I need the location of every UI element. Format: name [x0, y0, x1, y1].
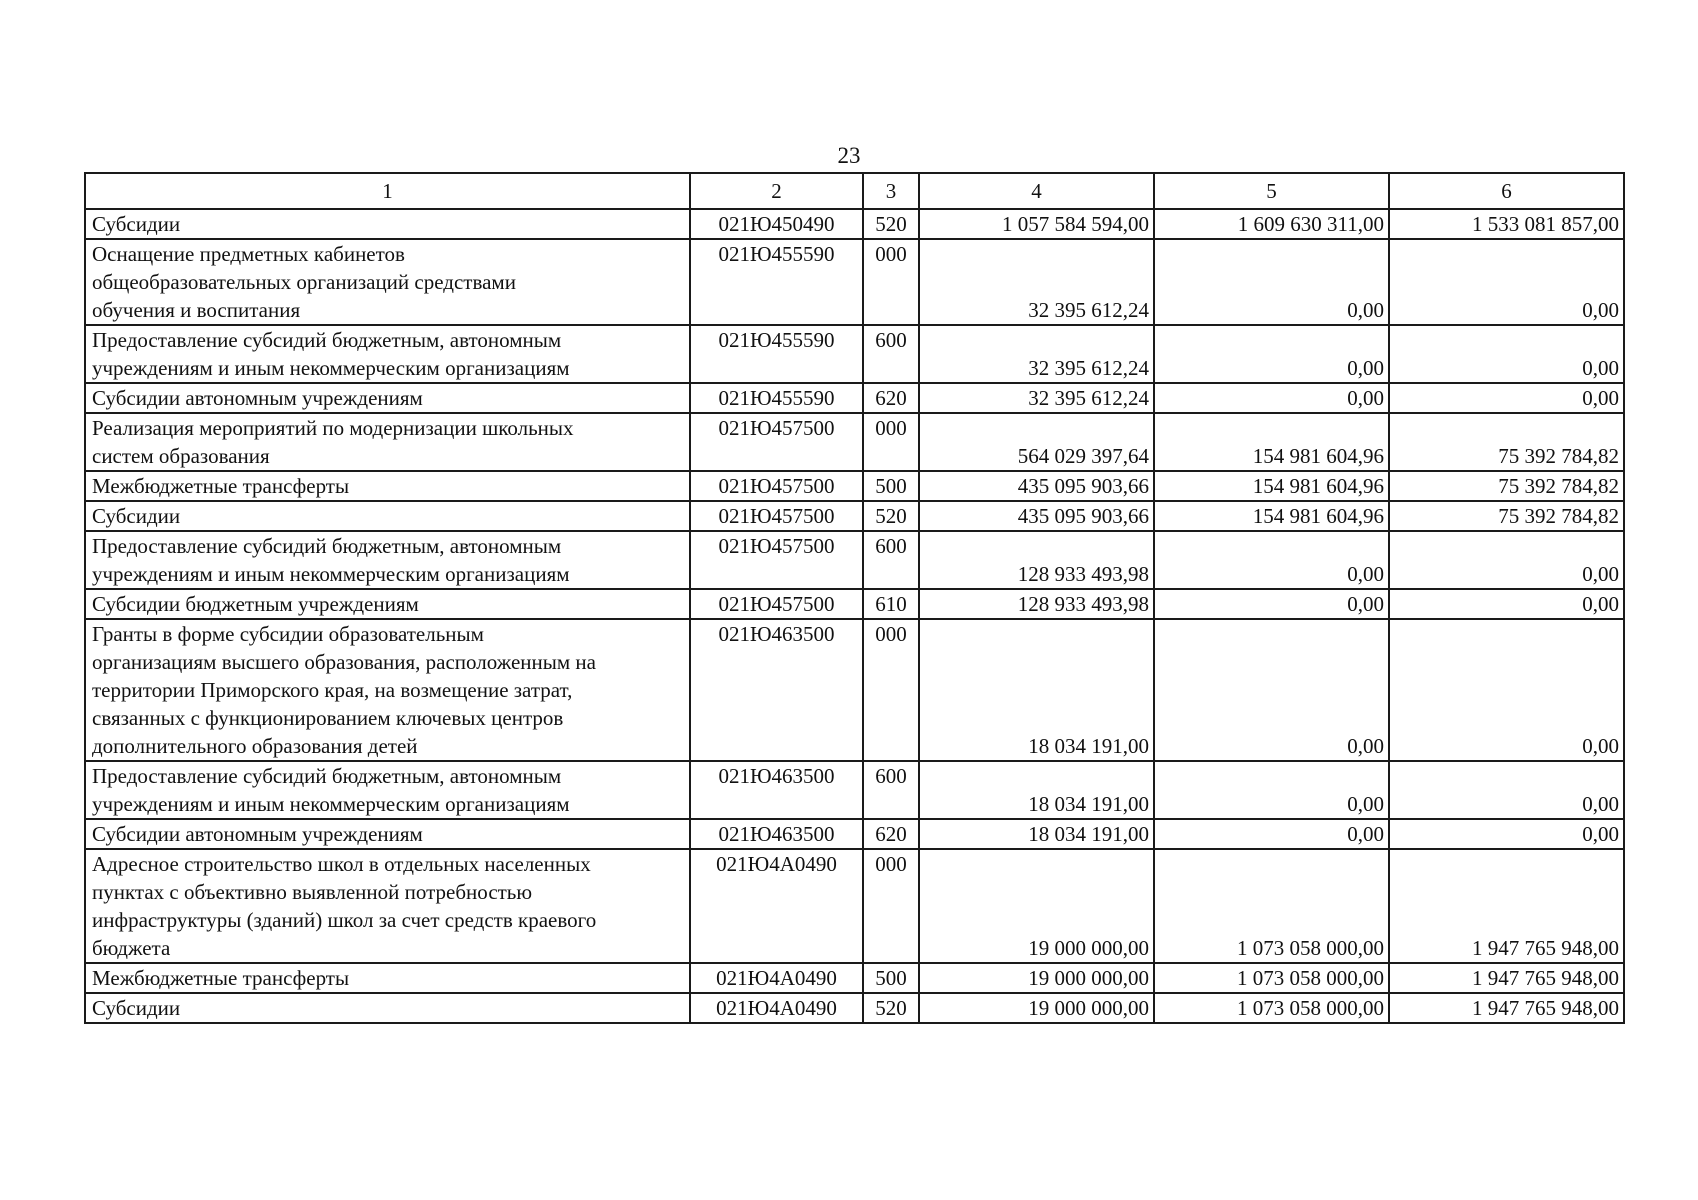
row-code-cell: 021Ю4А0490: [690, 993, 863, 1023]
row-code-cell: 021Ю463500: [690, 619, 863, 761]
column-header: 6: [1389, 173, 1624, 209]
row-name-cell: Оснащение предметных кабинетов общеобразовательных организаций средствами обучения и воспитания: [85, 239, 690, 325]
row-amount-cell: 0,00: [1154, 619, 1389, 761]
row-code-cell: 021Ю455590: [690, 383, 863, 413]
row-type-cell: 620: [863, 819, 919, 849]
column-header: 3: [863, 173, 919, 209]
table-row: [85, 849, 1624, 963]
table-row: [85, 239, 1624, 325]
row-amount-cell: 0,00: [1389, 531, 1624, 589]
row-type-cell: 500: [863, 471, 919, 501]
row-code-cell: 021Ю457500: [690, 413, 863, 471]
row-amount-cell: 1 533 081 857,00: [1389, 209, 1624, 239]
row-type-cell: 520: [863, 993, 919, 1023]
row-amount-cell: 1 947 765 948,00: [1389, 849, 1624, 963]
row-amount-cell: 0,00: [1389, 619, 1624, 761]
column-header: 2: [690, 173, 863, 209]
row-code-cell: 021Ю457500: [690, 589, 863, 619]
row-amount-cell: 0,00: [1154, 325, 1389, 383]
row-code-cell: 021Ю4А0490: [690, 963, 863, 993]
row-amount-cell: 154 981 604,96: [1154, 413, 1389, 471]
row-amount-cell: 1 073 058 000,00: [1154, 849, 1389, 963]
row-amount-cell: 32 395 612,24: [919, 383, 1154, 413]
row-name-cell: Субсидии бюджетным учреждениям: [85, 589, 690, 619]
row-amount-cell: 75 392 784,82: [1389, 501, 1624, 531]
table-row: [85, 619, 1624, 761]
row-amount-cell: 0,00: [1154, 531, 1389, 589]
row-type-cell: 520: [863, 209, 919, 239]
row-amount-cell: 1 609 630 311,00: [1154, 209, 1389, 239]
row-amount-cell: 564 029 397,64: [919, 413, 1154, 471]
row-amount-cell: 19 000 000,00: [919, 963, 1154, 993]
row-type-cell: 000: [863, 239, 919, 325]
row-name-cell: Предоставление субсидий бюджетным, автономным учреждениям и иным некоммерческим организациям: [85, 761, 690, 819]
row-code-cell: 021Ю463500: [690, 761, 863, 819]
row-amount-cell: 0,00: [1154, 383, 1389, 413]
row-code-cell: 021Ю457500: [690, 531, 863, 589]
table-row: [85, 993, 1624, 1023]
table-row: [85, 501, 1624, 531]
row-type-cell: 600: [863, 761, 919, 819]
table-row: [85, 383, 1624, 413]
row-amount-cell: 0,00: [1389, 819, 1624, 849]
row-type-cell: 000: [863, 619, 919, 761]
table-row: [85, 471, 1624, 501]
row-code-cell: 021Ю450490: [690, 209, 863, 239]
row-amount-cell: 0,00: [1389, 325, 1624, 383]
table-row: [85, 413, 1624, 471]
row-amount-cell: 154 981 604,96: [1154, 471, 1389, 501]
column-header: 5: [1154, 173, 1389, 209]
row-amount-cell: 435 095 903,66: [919, 501, 1154, 531]
row-amount-cell: 0,00: [1389, 383, 1624, 413]
row-amount-cell: 154 981 604,96: [1154, 501, 1389, 531]
row-amount-cell: 18 034 191,00: [919, 619, 1154, 761]
table-row: [85, 761, 1624, 819]
row-amount-cell: 0,00: [1154, 589, 1389, 619]
row-name-cell: Предоставление субсидий бюджетным, автономным учреждениям и иным некоммерческим организациям: [85, 531, 690, 589]
row-name-cell: Межбюджетные трансферты: [85, 471, 690, 501]
row-amount-cell: 0,00: [1154, 819, 1389, 849]
row-name-cell: Субсидии автономным учреждениям: [85, 383, 690, 413]
row-amount-cell: 0,00: [1154, 761, 1389, 819]
row-amount-cell: 1 073 058 000,00: [1154, 963, 1389, 993]
row-amount-cell: 75 392 784,82: [1389, 471, 1624, 501]
table-row: [85, 963, 1624, 993]
table-row: [85, 209, 1624, 239]
row-name-cell: Межбюджетные трансферты: [85, 963, 690, 993]
row-type-cell: 620: [863, 383, 919, 413]
table-row: [85, 325, 1624, 383]
row-amount-cell: 19 000 000,00: [919, 849, 1154, 963]
row-type-cell: 500: [863, 963, 919, 993]
row-name-cell: Субсидии: [85, 209, 690, 239]
row-name-cell: Реализация мероприятий по модернизации школьных систем образования: [85, 413, 690, 471]
row-amount-cell: 1 057 584 594,00: [919, 209, 1154, 239]
row-name-cell: Адресное строительство школ в отдельных населенных пунктах с объективно выявленной потребностью инфраструктуры (зданий) школ за счет средств краевого бюджета: [85, 849, 690, 963]
page-number: 23: [837, 143, 861, 168]
column-header: 4: [919, 173, 1154, 209]
row-amount-cell: 0,00: [1389, 761, 1624, 819]
row-amount-cell: 19 000 000,00: [919, 993, 1154, 1023]
row-amount-cell: 18 034 191,00: [919, 761, 1154, 819]
row-type-cell: 600: [863, 325, 919, 383]
row-type-cell: 000: [863, 413, 919, 471]
row-name-cell: Субсидии: [85, 993, 690, 1023]
row-name-cell: Предоставление субсидий бюджетным, автономным учреждениям и иным некоммерческим организациям: [85, 325, 690, 383]
row-name-cell: Гранты в форме субсидии образовательным организациям высшего образования, расположенным на территории Приморского края, на возмещение затрат, связанных с функционированием ключевых центров дополнительного образования детей: [85, 619, 690, 761]
row-type-cell: 600: [863, 531, 919, 589]
row-amount-cell: 1 947 765 948,00: [1389, 963, 1624, 993]
row-amount-cell: 32 395 612,24: [919, 239, 1154, 325]
row-amount-cell: 435 095 903,66: [919, 471, 1154, 501]
row-code-cell: 021Ю455590: [690, 325, 863, 383]
table-row: [85, 589, 1624, 619]
row-amount-cell: 1 947 765 948,00: [1389, 993, 1624, 1023]
row-amount-cell: 1 073 058 000,00: [1154, 993, 1389, 1023]
table-row: [85, 819, 1624, 849]
row-code-cell: 021Ю457500: [690, 471, 863, 501]
table-header-row: [85, 173, 1624, 209]
row-name-cell: Субсидии автономным учреждениям: [85, 819, 690, 849]
row-amount-cell: 18 034 191,00: [919, 819, 1154, 849]
row-amount-cell: 75 392 784,82: [1389, 413, 1624, 471]
row-type-cell: 000: [863, 849, 919, 963]
row-code-cell: 021Ю455590: [690, 239, 863, 325]
row-amount-cell: 32 395 612,24: [919, 325, 1154, 383]
row-amount-cell: 0,00: [1389, 239, 1624, 325]
row-type-cell: 610: [863, 589, 919, 619]
row-type-cell: 520: [863, 501, 919, 531]
table-row: [85, 531, 1624, 589]
row-code-cell: 021Ю457500: [690, 501, 863, 531]
row-amount-cell: 128 933 493,98: [919, 531, 1154, 589]
row-code-cell: 021Ю463500: [690, 819, 863, 849]
row-amount-cell: 0,00: [1389, 589, 1624, 619]
row-name-cell: Субсидии: [85, 501, 690, 531]
row-amount-cell: 128 933 493,98: [919, 589, 1154, 619]
row-code-cell: 021Ю4А0490: [690, 849, 863, 963]
row-amount-cell: 0,00: [1154, 239, 1389, 325]
budget-table: [84, 172, 1625, 1024]
column-header: 1: [85, 173, 690, 209]
